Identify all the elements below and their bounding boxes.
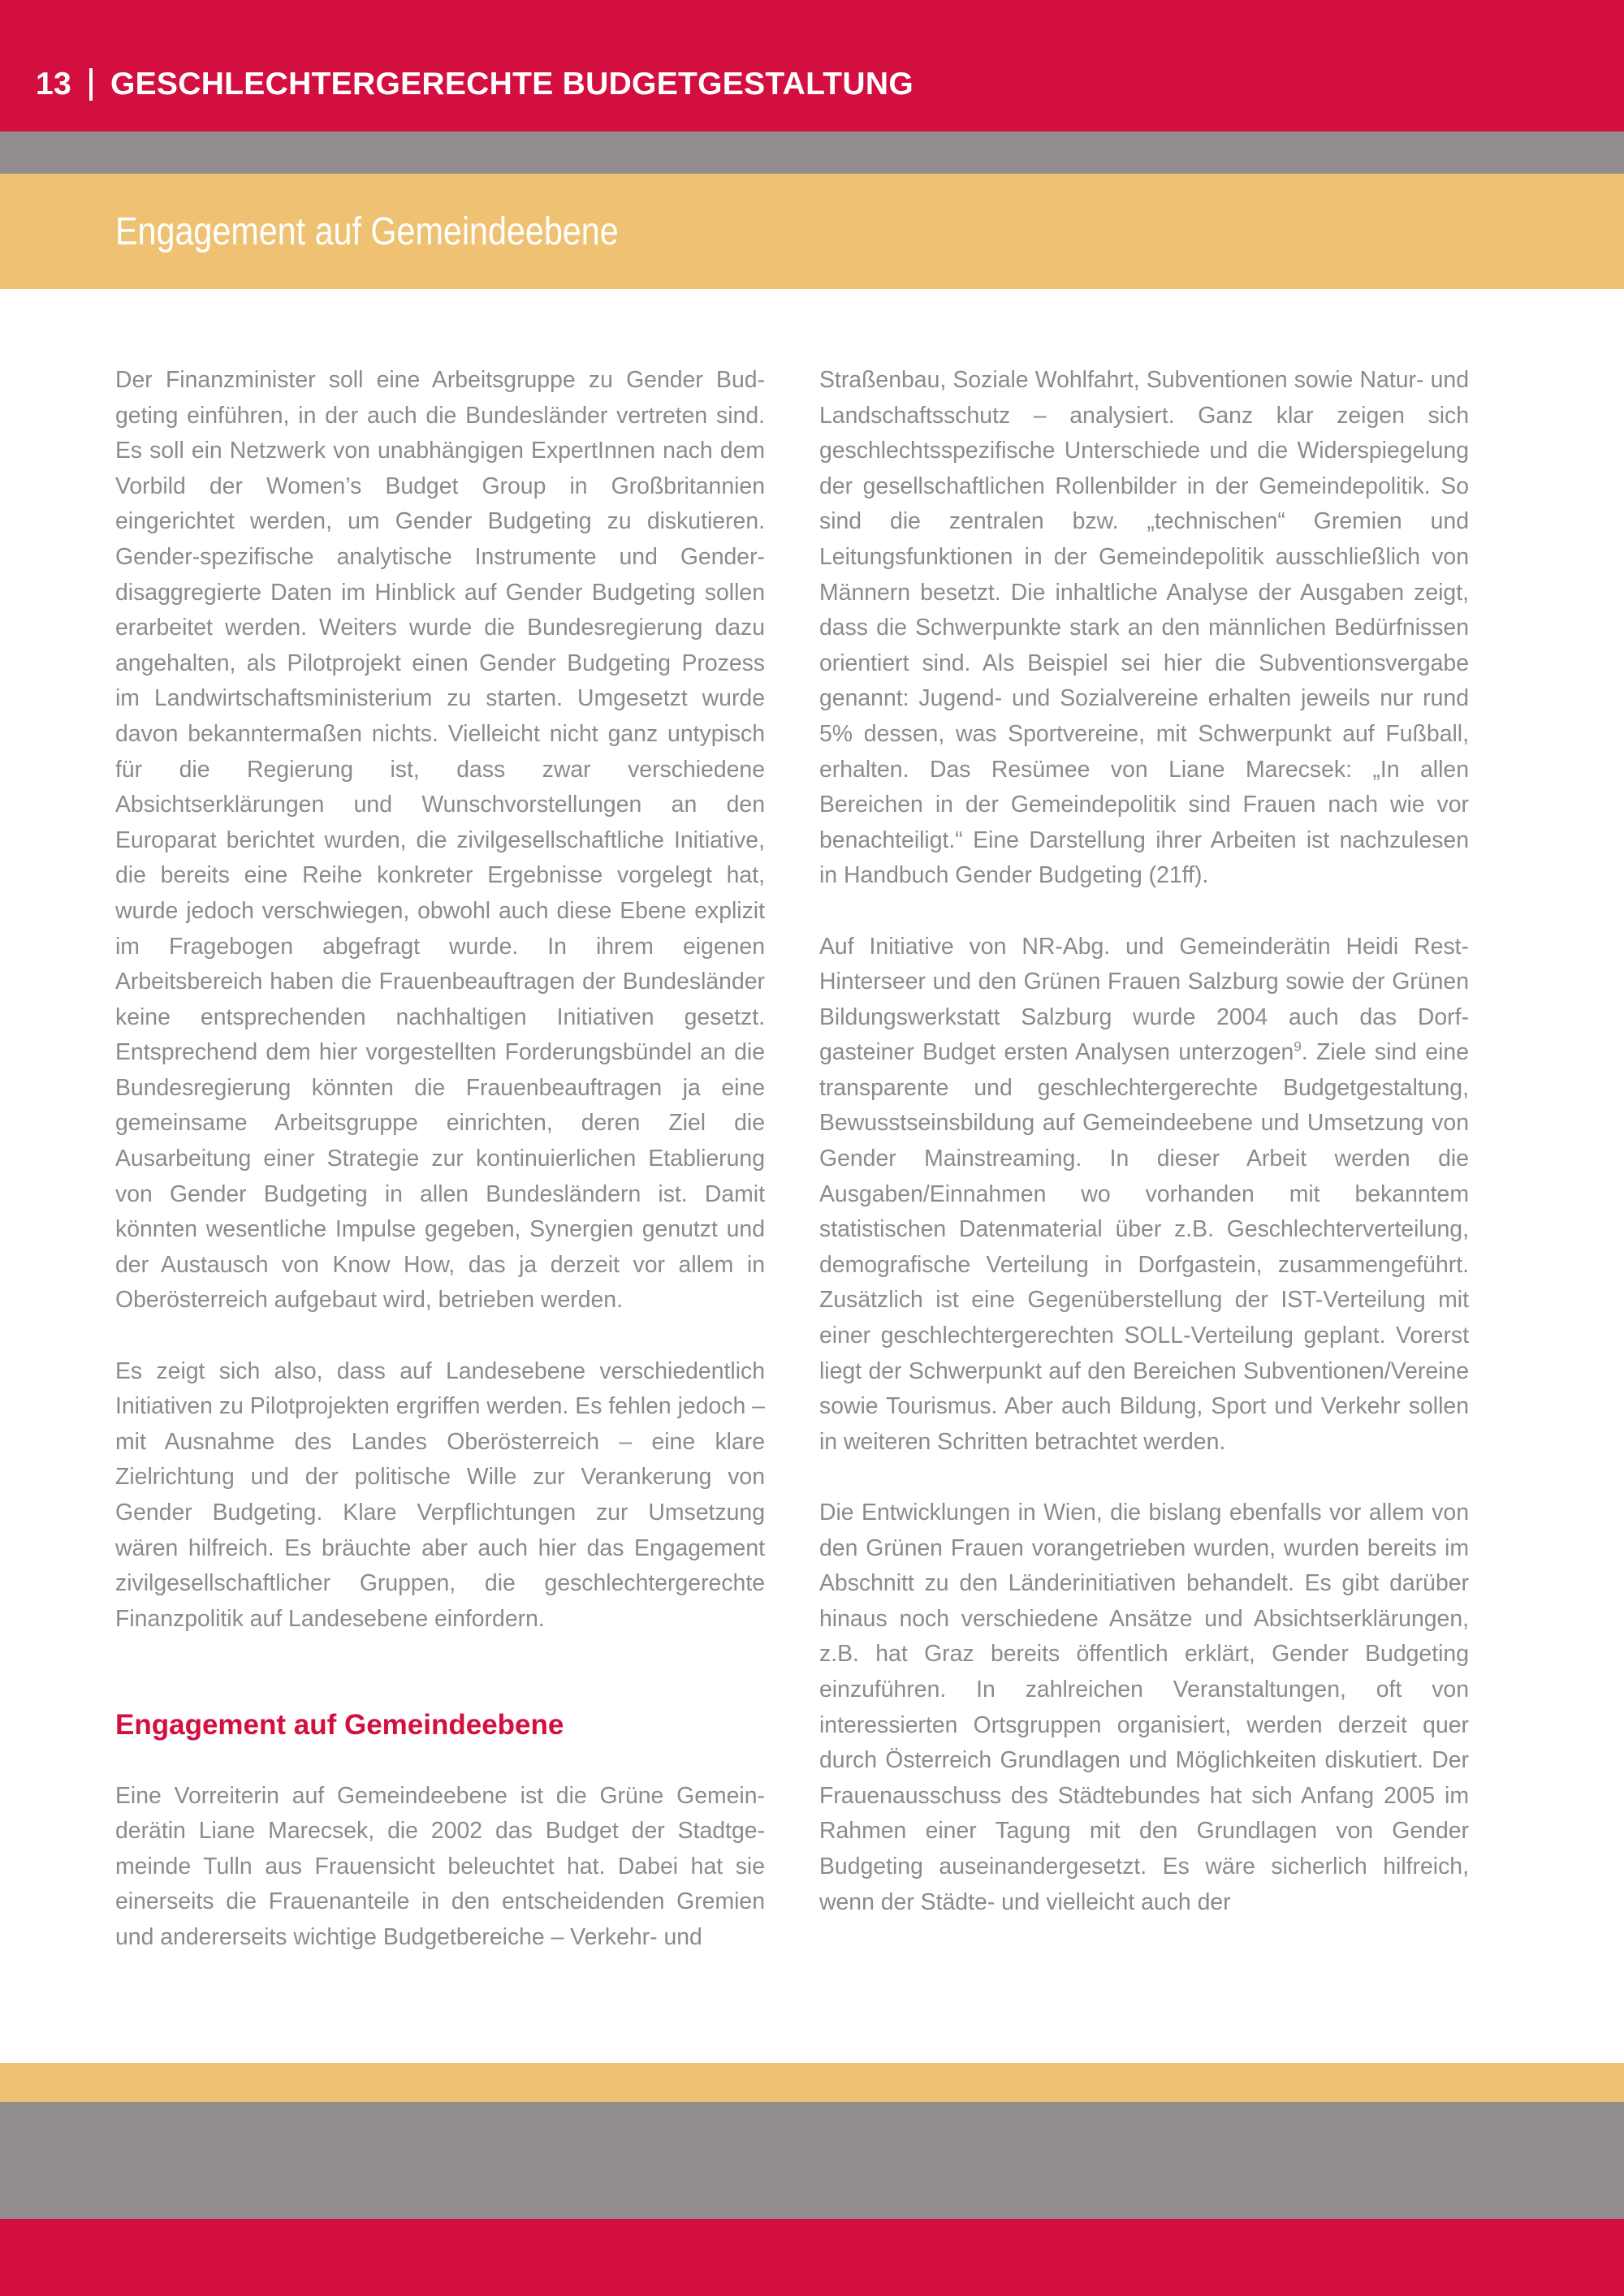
right-paragraph-3: Die Entwicklungen in Wien, die bislang ebenfalls vor allem von den Grünen Frauen vorangetrieben wurden, wurden bereits im Abschnitt zu den Länderinitiativen behandelt. Es gibt darüber hinaus noch verschiedene Ansätze und Absichtserklärungen, z.B. hat Graz bereits öffentlich erklärt, Gender Budgeting einzuführen. In zahlreichen Veranstaltungen, oft von interessierten Ortsgruppen organisiert, werden derzeit quer durch Österreich Grundlagen und Möglichkeiten diskutiert. Der Frauenausschuss des Städtebundes hat sich Anfang 2005 im Rahmen einer Tagung mit den Grundlagen von Gender Budgeting auseinandergesetzt. Es wäre sicherlich hilfreich, wenn der Städte- und vielleicht auch der [819, 1500, 1469, 1915]
header-gray-stripe [0, 132, 1624, 174]
left-column [115, 363, 765, 1956]
running-header [36, 63, 914, 106]
right-paragraph-2-end: . Ziele sind eine transparente und geschlechtergerechte Budgetgestaltung, Bewusstseinsbildung auf Gemeindeebene und Umsetzung von Gender Mainstreaming. In dieser Arbeit werden die Ausgaben/Einnahmen wo vorhanden mit bekanntem statistischen Datenmaterial über z.B. Geschlechterverteilung, demografische Verteilung in Dorfgastein, zusammengeführt. Zusätzlich ist eine Gegenüberstellung der IST-Verteilung mit einer geschlechtergerechten SOLL-Verteilung geplant. Vorerst liegt der Schwerpunkt auf den Bereichen Subventionen/Vereine sowie Tourismus. Aber auch Bildung, Sport und Verkehr sollen in weiteren Schritten betrachtet werden. [819, 1039, 1469, 1455]
header-separator [89, 68, 93, 101]
left-paragraph-1: Der Finanzminister soll eine Arbeitsgruppe zu Gender Budgeting einführen, in der auch die Bundesländer vertreten sind. Es soll ein Netzwerk von unabhängigen ExpertInnen nach dem Vorbild der Women’s Budget Group in Großbritannien eingerichtet werden, um Gender Budgeting zu diskutieren. Gender-spezifische analytische Instrumente und Gender-disaggregierte Daten im Hinblick auf Gender Budgeting sollen erarbeitet werden. Weiters wurde die Bundesregierung dazu angehalten, als Pilotprojekt einen Gender Budgeting Prozess im Landwirtschaftsministerium zu starten. Umgesetzt wurde davon bekanntermaßen nichts. Vielleicht nicht ganz untypisch für die Regierung ist, dass zwar verschiedene Absichtserklärungen und Wunschvorstellungen an den Europarat berichtet wurden, die zivilgesellschaftliche Initiative, die bereits eine Reihe konkreter Ergebnisse vorgelegt hat, wurde jedoch verschwiegen, obwohl auch diese Ebene explizit im Fragebogen abgefragt wurde. In ihrem eigenen Arbeitsbereich haben die Frauenbeauftragen der Bundesländer keine entsprechenden nachhaltigen Initiativen gesetzt. Entsprechend dem hier vorgestellten Forderungsbündel an die Bundesregierung könnten die Frauenbeauftragen ja eine gemeinsame Arbeitsgruppe einrichten, deren Ziel die Ausarbeitung einer Strategie zur kontinuierlichen Etablierung von Gender Budgeting in allen Bundesländern ist. Damit könnten wesentliche Impulse gegeben, Synergien genutzt und der Austausch von Know How, das ja derzeit vor allem in Oberösterreich aufgebaut wird, betrieben werden. [115, 367, 765, 1314]
footer-gray-band [0, 2102, 1624, 2219]
right-paragraph-2-start: Auf Initiative von NR-Abg. und Gemeinderätin Heidi Rest-Hinterseer und den Grünen Frauen Salzburg sowie der Grünen Bildungswerkstatt Salzburg wurde 2004 auch das Dorfgasteiner Budget ersten Analysen unterzogen [819, 933, 1469, 1066]
footer-yellow-stripe [0, 2063, 1624, 2102]
band-title: Engagement auf Gemeindeebene [115, 209, 619, 253]
running-header-title: GESCHLECHTERGERECHTE BUDGETGESTALTUNG [110, 67, 914, 101]
footer-red-band [0, 2219, 1624, 2296]
left-paragraph-3: Eine Vorreiterin auf Gemeindeebene ist die Grüne Gemeinderätin Liane Marecsek, die 2002 das Budget der Stadtgemeinde Tulln aus Frauensicht beleuchtet hat. Dabei hat sie einerseits die Frauenanteile in den entscheidenden Gremien und andererseits wichtige Budgetbereiche – Verkehr- und [115, 1782, 765, 1950]
footnote-marker: 9 [1294, 1038, 1302, 1055]
right-paragraph-1: Straßenbau, Soziale Wohlfahrt, Subventionen sowie Natur- und Landschaftsschutz – analysiert. Ganz klar zeigen sich geschlechtsspezifische Unterschiede und die Widerspiegelung der gesellschaftlichen Rollenbilder in der Gemeindepolitik. So sind die zentralen bzw. „technischen“ Gremien und Leitungsfunktionen in der Gemeindepolitik ausschließlich von Männern besetzt. Die inhaltliche Analyse der Ausgaben zeigt, dass die Schwerpunkte stark an den männlichen Bedürfnissen orientiert sind. Als Beispiel sei hier die Subventionsvergabe genannt: Jugend- und Sozialvereine erhalten jeweils nur rund 5% dessen, was Sportvereine, mit Schwerpunkt auf Fußball, erhalten. Das Resümee von Liane Marecsek: „In allen Bereichen in der Gemeindepolitik sind Frauen nach wie vor benachteiligt.“ Eine Darstellung ihrer Arbeiten ist nachzulesen in Handbuch Gender Budgeting (21ff). [819, 367, 1469, 889]
page-number: 13 [36, 67, 71, 101]
right-column [819, 363, 1469, 1920]
right-paragraph-2 [819, 930, 1469, 1461]
left-paragraph-2: Es zeigt sich also, dass auf Landesebene verschiedentlich Initiativen zu Pilotprojekten ergriffen werden. Es fehlen jedoch – mit Ausnahme des Landes Oberösterreich – eine klare Zielrichtung und der politische Wille zur Verankerung von Gender Budgeting. Klare Verpflichtungen zur Umsetzung wären hilfreich. Es bräuchte aber auch hier das Engagement zivilgesellschaftlicher Gruppen, die geschlechtergerechte Finanzpolitik auf Landesebene einfordern. [115, 1357, 765, 1632]
section-heading: Engagement auf Gemeindeebene [115, 1709, 564, 1741]
